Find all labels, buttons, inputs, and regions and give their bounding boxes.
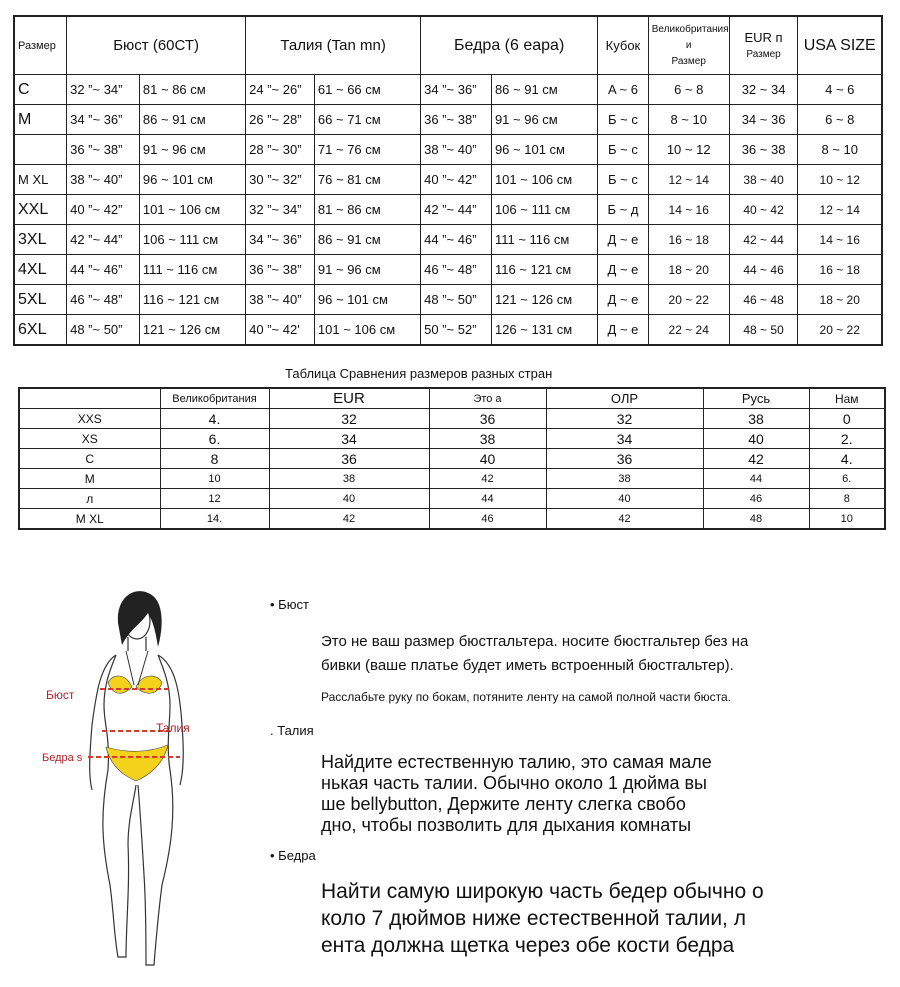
compare-value-cell: 44 — [703, 469, 809, 489]
size-value-cell: 48 ”~ 50” — [67, 315, 140, 346]
compare-value-cell: 38 — [546, 469, 703, 489]
waist-text-line1: Найдите естественную талию, это самая мале — [321, 752, 712, 772]
size-value-cell: 8 ~ 10 — [648, 105, 729, 135]
compare-value-cell: 38 — [269, 469, 429, 489]
compare-size-label: C — [19, 449, 160, 469]
size-value-cell: 32 ”~ 34” — [67, 75, 140, 105]
size-value-cell: 121 ~ 126 см — [139, 315, 245, 346]
size-value-cell: 10 ~ 12 — [648, 135, 729, 165]
size-value-cell: Б ~ с — [598, 105, 649, 135]
compare-row — [19, 489, 885, 509]
figure-hips-label: Бедра s — [42, 752, 83, 764]
size-value-cell: 40 ”~ 42” — [67, 195, 140, 225]
header-waist: Талия (Tan mn) — [246, 16, 421, 75]
size-value-cell: 32 ”~ 34” — [246, 195, 315, 225]
waist-instructions — [321, 752, 712, 836]
size-value-cell: 40 ”~ 42' — [246, 315, 315, 346]
size-value-cell: 36 ~ 38 — [729, 135, 798, 165]
compare-value-cell: 6. — [160, 429, 269, 449]
compare-size-label: л — [19, 489, 160, 509]
size-label-cell: 3XL — [14, 225, 67, 255]
header-cup: Кубок — [598, 16, 649, 75]
size-value-cell: 42 ”~ 44” — [421, 195, 492, 225]
size-chart-row — [14, 105, 882, 135]
size-value-cell: 40 ~ 42 — [729, 195, 798, 225]
compare-value-cell: 38 — [703, 409, 809, 429]
size-value-cell: 106 ~ 111 см — [139, 225, 245, 255]
compare-value-cell: 40 — [546, 489, 703, 509]
size-chart-table — [13, 15, 883, 346]
size-value-cell: 91 ~ 96 см — [139, 135, 245, 165]
compare-header-blank — [19, 388, 160, 409]
size-value-cell: 96 ~ 101 см — [314, 285, 420, 315]
size-label-cell: M — [14, 105, 67, 135]
size-value-cell: 38 ~ 40 — [729, 165, 798, 195]
compare-value-cell: 42 — [703, 449, 809, 469]
size-value-cell: 121 ~ 126 см — [491, 285, 597, 315]
compare-table-title: Таблица Сравнения размеров разных стран — [285, 366, 553, 381]
header-eur — [729, 16, 798, 75]
size-value-cell: 40 ”~ 42” — [421, 165, 492, 195]
bust-note: Расслабьте руку по бокам, потяните ленту на самой полной части бюста. — [321, 690, 732, 704]
size-value-cell: 86 ~ 91 см — [139, 105, 245, 135]
size-value-cell: 48 ~ 50 — [729, 315, 798, 346]
size-label-cell: M XL — [14, 165, 67, 195]
size-value-cell: 96 ~ 101 см — [139, 165, 245, 195]
hips-section-title: • Бедра — [270, 848, 316, 863]
size-value-cell: Д ~ е — [598, 315, 649, 346]
compare-value-cell: 40 — [269, 489, 429, 509]
size-value-cell: Б ~ с — [598, 135, 649, 165]
size-chart-row — [14, 225, 882, 255]
size-value-cell: 36 ”~ 38” — [67, 135, 140, 165]
waist-text-line2: нькая часть талии. Обычно около 1 дюйма вы — [321, 773, 707, 793]
size-value-cell: 111 ~ 116 см — [491, 225, 597, 255]
compare-row — [19, 469, 885, 489]
size-value-cell: 44 ~ 46 — [729, 255, 798, 285]
size-chart-row — [14, 255, 882, 285]
figure-waist-label: Талия — [156, 721, 190, 735]
header-eur-line2: Размер — [746, 48, 781, 60]
size-value-cell: A ~ 6 — [598, 75, 649, 105]
size-value-cell: 101 ~ 106 см — [314, 315, 420, 346]
compare-value-cell: 38 — [429, 429, 546, 449]
bikini-bottom-icon — [106, 745, 168, 781]
size-value-cell: 28 ”~ 30” — [246, 135, 315, 165]
compare-value-cell: 42 — [429, 469, 546, 489]
size-value-cell: 91 ~ 96 см — [491, 105, 597, 135]
size-value-cell: Д ~ е — [598, 225, 649, 255]
compare-size-label: M XL — [19, 509, 160, 530]
size-value-cell: 46 ”~ 48” — [421, 255, 492, 285]
size-value-cell: 91 ~ 96 см — [314, 255, 420, 285]
size-value-cell: 101 ~ 106 см — [491, 165, 597, 195]
woman-silhouette-icon — [30, 585, 240, 980]
compare-value-cell: 48 — [703, 509, 809, 530]
size-value-cell: 32 ~ 34 — [729, 75, 798, 105]
size-chart-row — [14, 75, 882, 105]
size-value-cell: 36 ”~ 38” — [246, 255, 315, 285]
compare-header-row — [19, 388, 885, 409]
size-value-cell: Д ~ е — [598, 285, 649, 315]
compare-value-cell: 0 — [809, 409, 885, 429]
size-value-cell: 46 ~ 48 — [729, 285, 798, 315]
size-chart-row — [14, 165, 882, 195]
compare-value-cell: 44 — [429, 489, 546, 509]
size-value-cell: 46 ”~ 48” — [67, 285, 140, 315]
size-label-cell — [14, 135, 67, 165]
size-value-cell: Б ~ с — [598, 165, 649, 195]
compare-value-cell: 36 — [269, 449, 429, 469]
size-value-cell: 38 ”~ 40” — [67, 165, 140, 195]
compare-size-label: XS — [19, 429, 160, 449]
size-value-cell: 86 ~ 91 см — [314, 225, 420, 255]
compare-row — [19, 449, 885, 469]
size-value-cell: 81 ~ 86 см — [139, 75, 245, 105]
waist-text-line4: дно, чтобы позволить для дыхания комнаты — [321, 815, 692, 835]
size-value-cell: 36 ”~ 38” — [421, 105, 492, 135]
size-label-cell: 6XL — [14, 315, 67, 346]
size-value-cell: 44 ”~ 46” — [421, 225, 492, 255]
size-value-cell: 34 ~ 36 — [729, 105, 798, 135]
size-value-cell: 16 ~ 18 — [798, 255, 882, 285]
size-chart-row — [14, 285, 882, 315]
compare-header-olr: ОЛР — [546, 388, 703, 409]
size-value-cell: 20 ~ 22 — [798, 315, 882, 346]
size-value-cell: 6 ~ 8 — [648, 75, 729, 105]
compare-value-cell: 2. — [809, 429, 885, 449]
compare-value-cell: 42 — [546, 509, 703, 530]
body-figure-illustration — [30, 585, 240, 980]
compare-header-us: Нам — [809, 388, 885, 409]
size-value-cell: 12 ~ 14 — [648, 165, 729, 195]
size-chart-row — [14, 135, 882, 165]
size-value-cell: 50 ”~ 52” — [421, 315, 492, 346]
compare-value-cell: 10 — [160, 469, 269, 489]
compare-value-cell: 36 — [546, 449, 703, 469]
compare-value-cell: 14. — [160, 509, 269, 530]
compare-value-cell: 42 — [269, 509, 429, 530]
hips-text-line2: коло 7 дюймов ниже естественной талии, л — [321, 907, 746, 930]
header-uk-line1: Великобритания и — [651, 23, 729, 51]
size-value-cell: 66 ~ 71 см — [314, 105, 420, 135]
header-uk — [648, 16, 729, 75]
compare-value-cell: 32 — [546, 409, 703, 429]
compare-value-cell: 34 — [269, 429, 429, 449]
size-chart-row — [14, 195, 882, 225]
waist-section-title: . Талия — [270, 723, 314, 738]
size-label-cell: 4XL — [14, 255, 67, 285]
size-chart-header-row — [14, 16, 882, 75]
size-value-cell: 76 ~ 81 см — [314, 165, 420, 195]
size-value-cell: 24 ”~ 26” — [246, 75, 315, 105]
compare-size-label: XXS — [19, 409, 160, 429]
compare-value-cell: 6. — [809, 469, 885, 489]
size-value-cell: 42 ~ 44 — [729, 225, 798, 255]
header-uk-line2: Размер — [671, 55, 706, 67]
size-value-cell: 106 ~ 111 см — [491, 195, 597, 225]
compare-size-label: M — [19, 469, 160, 489]
compare-value-cell: 46 — [429, 509, 546, 530]
compare-row — [19, 509, 885, 530]
bust-text-line1: Это не ваш размер бюстгальтера. носите бюстгальтер без на — [321, 633, 749, 650]
size-label-cell: 5XL — [14, 285, 67, 315]
compare-value-cell: 4. — [160, 409, 269, 429]
size-value-cell: 30 ”~ 32” — [246, 165, 315, 195]
size-chart-row — [14, 315, 882, 346]
size-value-cell: 18 ~ 20 — [648, 255, 729, 285]
compare-row — [19, 409, 885, 429]
size-value-cell: 61 ~ 66 см — [314, 75, 420, 105]
size-label-cell: XXL — [14, 195, 67, 225]
size-value-cell: 26 ”~ 28” — [246, 105, 315, 135]
size-value-cell: 14 ~ 16 — [648, 195, 729, 225]
size-value-cell: 16 ~ 18 — [648, 225, 729, 255]
compare-header-uk: Великобритания — [160, 388, 269, 409]
header-usa: USA SIZE — [798, 16, 882, 75]
bikini-top-icon — [108, 651, 162, 693]
compare-value-cell: 40 — [703, 429, 809, 449]
size-value-cell: 86 ~ 91 см — [491, 75, 597, 105]
compare-value-cell: 8 — [160, 449, 269, 469]
size-value-cell: 20 ~ 22 — [648, 285, 729, 315]
size-value-cell: 22 ~ 24 — [648, 315, 729, 346]
size-value-cell: 34 ”~ 36” — [421, 75, 492, 105]
compare-value-cell: 40 — [429, 449, 546, 469]
compare-size-table — [18, 387, 886, 530]
compare-header-eur: EUR — [269, 388, 429, 409]
hips-text-line3: ента должна щетка через обе кости бедра — [321, 934, 735, 957]
header-size: Размер — [14, 16, 67, 75]
size-value-cell: 10 ~ 12 — [798, 165, 882, 195]
compare-value-cell: 36 — [429, 409, 546, 429]
size-value-cell: 81 ~ 86 см — [314, 195, 420, 225]
compare-value-cell: 34 — [546, 429, 703, 449]
compare-header-it: Это а — [429, 388, 546, 409]
size-value-cell: 116 ~ 121 см — [491, 255, 597, 285]
size-value-cell: 71 ~ 76 см — [314, 135, 420, 165]
size-value-cell: 48 ”~ 50” — [421, 285, 492, 315]
size-value-cell: Д ~ е — [598, 255, 649, 285]
size-value-cell: 34 ”~ 36” — [246, 225, 315, 255]
size-value-cell: 111 ~ 116 см — [139, 255, 245, 285]
size-value-cell: 38 ”~ 40” — [421, 135, 492, 165]
size-value-cell: 14 ~ 16 — [798, 225, 882, 255]
size-value-cell: 8 ~ 10 — [798, 135, 882, 165]
waist-text-line3: ше bellybutton, Держите ленту слегка свобо — [321, 794, 686, 814]
size-value-cell: 6 ~ 8 — [798, 105, 882, 135]
header-hips: Бедра (6 еара) — [421, 16, 598, 75]
size-value-cell: Б ~ д — [598, 195, 649, 225]
size-value-cell: 18 ~ 20 — [798, 285, 882, 315]
size-value-cell: 34 ”~ 36” — [67, 105, 140, 135]
compare-value-cell: 46 — [703, 489, 809, 509]
size-value-cell: 42 ”~ 44” — [67, 225, 140, 255]
compare-header-rus: Русь — [703, 388, 809, 409]
size-value-cell: 116 ~ 121 см — [139, 285, 245, 315]
size-label-cell: C — [14, 75, 67, 105]
size-value-cell: 38 ”~ 40” — [246, 285, 315, 315]
size-value-cell: 101 ~ 106 см — [139, 195, 245, 225]
size-value-cell: 96 ~ 101 см — [491, 135, 597, 165]
header-bust: Бюст (60СТ) — [67, 16, 246, 75]
header-eur-line1: EUR п — [744, 30, 783, 46]
size-value-cell: 44 ”~ 46” — [67, 255, 140, 285]
size-value-cell: 4 ~ 6 — [798, 75, 882, 105]
bust-text-line2: бивки (ваше платье будет иметь встроенный бюстгальтер). — [321, 657, 734, 674]
hips-text-line1: Найти самую широкую часть бедер обычно о — [321, 880, 764, 903]
bust-instructions — [321, 630, 748, 678]
bust-section-title: • Бюст — [270, 597, 309, 612]
compare-row — [19, 429, 885, 449]
hips-instructions — [321, 878, 764, 959]
compare-value-cell: 32 — [269, 409, 429, 429]
compare-value-cell: 4. — [809, 449, 885, 469]
figure-bust-label: Бюст — [46, 688, 75, 702]
compare-value-cell: 10 — [809, 509, 885, 530]
compare-value-cell: 8 — [809, 489, 885, 509]
size-value-cell: 126 ~ 131 см — [491, 315, 597, 346]
compare-value-cell: 12 — [160, 489, 269, 509]
size-value-cell: 12 ~ 14 — [798, 195, 882, 225]
